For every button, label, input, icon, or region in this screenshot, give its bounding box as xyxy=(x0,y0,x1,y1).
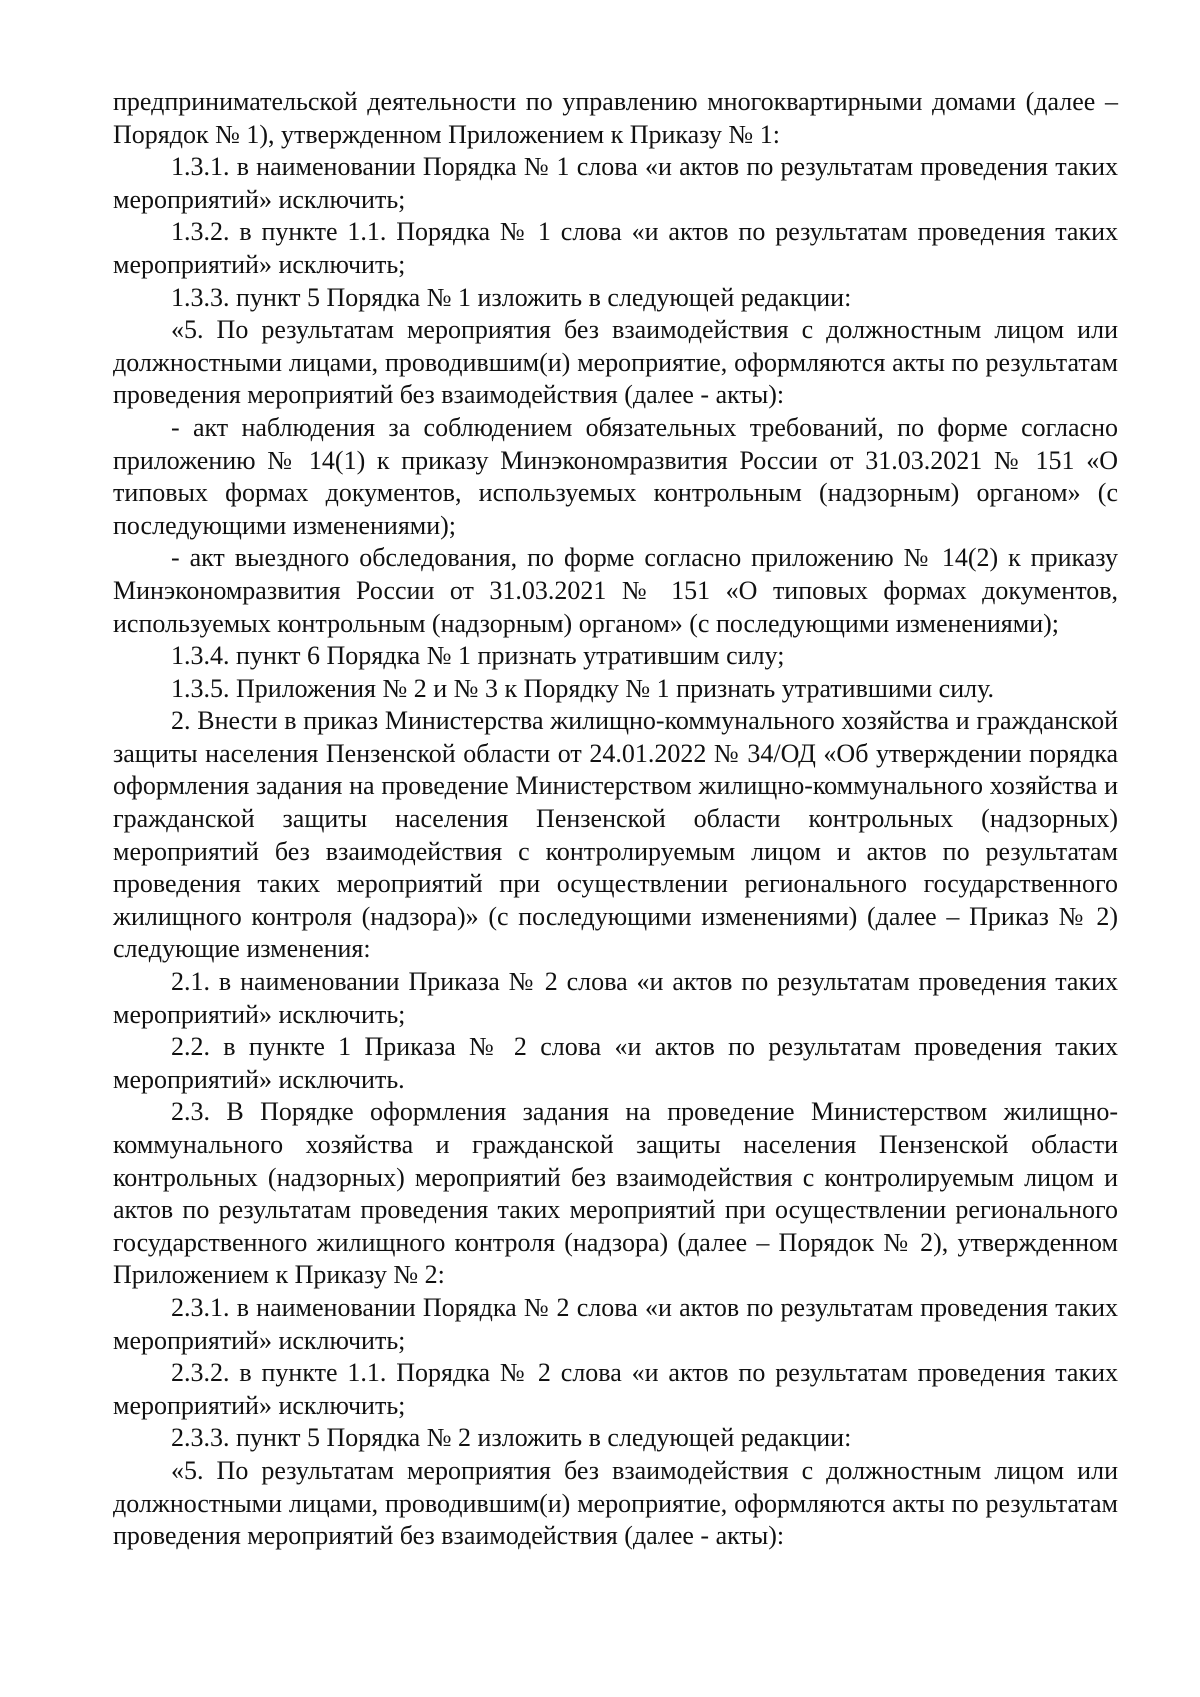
paragraph-act-field-survey: - акт выездного обследования, по форме согласно приложению № 14(2) к приказу Минэкономразвития России от 31.03.2021 № 151 «О типовых формах документов, используемых контрольным (надзорным) органом» (с последующими изменениями); xyxy=(113,543,1118,638)
paragraph-1-3-1: 1.3.1. в наименовании Порядка № 1 слова «и актов по результатам проведения таких мероприятий» исключить; xyxy=(113,152,1118,214)
paragraph-quote-5-first: «5. По результатам мероприятия без взаимодействия с должностным лицом или должностными лицами, проводившим(и) мероприятие, оформляются акты по результатам проведения мероприятий без взаимодействия (далее - акты): xyxy=(113,315,1118,410)
paragraph-2-1: 2.1. в наименовании Приказа № 2 слова «и актов по результатам проведения таких мероприятий» исключить; xyxy=(113,967,1118,1029)
paragraph-2-3-1: 2.3.1. в наименовании Порядка № 2 слова «и актов по результатам проведения таких мероприятий» исключить; xyxy=(113,1292,1118,1355)
paragraph-1-3-3: 1.3.3. пункт 5 Порядка № 1 изложить в следующей редакции: xyxy=(171,282,852,312)
paragraph-2-3-2: 2.3.2. в пункте 1.1. Порядка № 2 слова «и актов по результатам проведения таких мероприятий» исключить; xyxy=(113,1358,1118,1420)
paragraph-2-3-3: 2.3.3. пункт 5 Порядка № 2 изложить в следующей редакции: xyxy=(171,1423,852,1453)
paragraph-1-3-5: 1.3.5. Приложения № 2 и № 3 к Порядку № 1 признать утратившими силу. xyxy=(171,673,994,703)
paragraph-1-3-2: 1.3.2. в пункте 1.1. Порядка № 1 слова «и актов по результатам проведения таких мероприятий» исключить; xyxy=(113,217,1118,279)
paragraph-act-observation: - акт наблюдения за соблюдением обязательных требований, по форме согласно приложению № 14(1) к приказу Минэкономразвития России от 31.03.2021 № 151 «О типовых формах документов, используемых контрольным (надзорным) органом» (с последующими изменениями); xyxy=(113,412,1118,540)
paragraph-1-3-4: 1.3.4. пункт 6 Порядка № 1 признать утратившим силу; xyxy=(171,641,785,671)
paragraph-2-2: 2.2. в пункте 1 Приказа № 2 слова «и актов по результатам проведения таких мероприятий» исключить. xyxy=(113,1032,1118,1094)
document-body xyxy=(113,86,1118,1553)
paragraph-2: 2. Внести в приказ Министерства жилищно-коммунального хозяйства и гражданской защиты населения Пензенской области от 24.01.2022 № 34/ОД «Об утверждении порядка оформления задания на проведение Министерством жилищно-коммунального хозяйства и гражданской защиты населения Пензенской области контрольных (надзорных) мероприятий без взаимодействия с контролируемым лицом и актов по результатам проведения таких мероприятий при осуществлении регионального государственного жилищного контроля (надзора)» (с последующими изменениями) (далее – Приказ № 2) следующие изменения: xyxy=(113,706,1118,964)
paragraph-2-3: 2.3. В Порядке оформления задания на проведение Министерством жилищно-коммунального хозяйства и гражданской защиты населения Пензенской области контрольных (надзорных) мероприятий без взаимодействия с контролируемым лицом и актов по результатам проведения таких мероприятий при осуществлении регионального государственного жилищного контроля (надзора) (далее – Порядок № 2), утвержденном Приложением к Приказу № 2: xyxy=(113,1097,1118,1290)
paragraph-quote-5-second: «5. По результатам мероприятия без взаимодействия с должностным лицом или должностными лицами, проводившим(и) мероприятие, оформляются акты по результатам проведения мероприятий без взаимодействия (далее - акты): xyxy=(113,1455,1118,1551)
paragraph-continuation: предпринимательской деятельности по управлению многоквартирными домами (далее – Порядок № 1), утвержденном Приложением к Приказу № 1: xyxy=(113,87,1118,149)
